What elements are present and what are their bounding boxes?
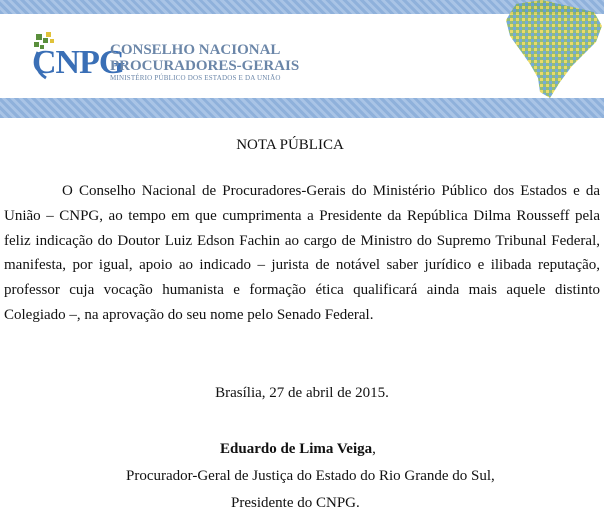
org-name-line-2: PROCURADORES-GERAIS [110,58,300,74]
header-banner [0,0,604,118]
signer-name: Eduardo de Lima Veiga [220,441,373,457]
south-america-map-icon [498,0,604,98]
header-stripe-bottom [0,98,604,118]
document-title: NOTA PÚBLICA [236,137,344,153]
signer-line [220,441,376,458]
org-name-line-3: MINISTÉRIO PÚBLICO DOS ESTADOS E DA UNIÃO [110,74,281,82]
document-paragraph: O Conselho Nacional de Procuradores-Gerais do Ministério Público dos Estados e da União – CNPG, ao tempo em que cumprimenta a Presidente da República Dilma Rousseff pela feliz indicação do Doutor Luiz Edson Fachin ao cargo de Ministro do Supremo Tribunal Federal, manifesta, por igual, apoio ao indicado – jurista de notável saber jurídico e ilibada reputação, professor cuja vocação humanista e formação ética qualificará ainda mais aquele distinto Colegiado –, na aprovação do seu nome pelo Senado Federal. [4,183,600,323]
org-name-line-1: CONSELHO NACIONAL [110,42,281,58]
signer-role-1: Procurador-Geral de Justiça do Estado do Rio Grande do Sul, [126,468,495,484]
signer-role-2: Presidente do CNPG. [231,495,360,511]
logo-text: CNPG [32,44,125,81]
place-date: Brasília, 27 de abril de 2015. [215,385,389,401]
signer-comma: , [372,441,376,457]
